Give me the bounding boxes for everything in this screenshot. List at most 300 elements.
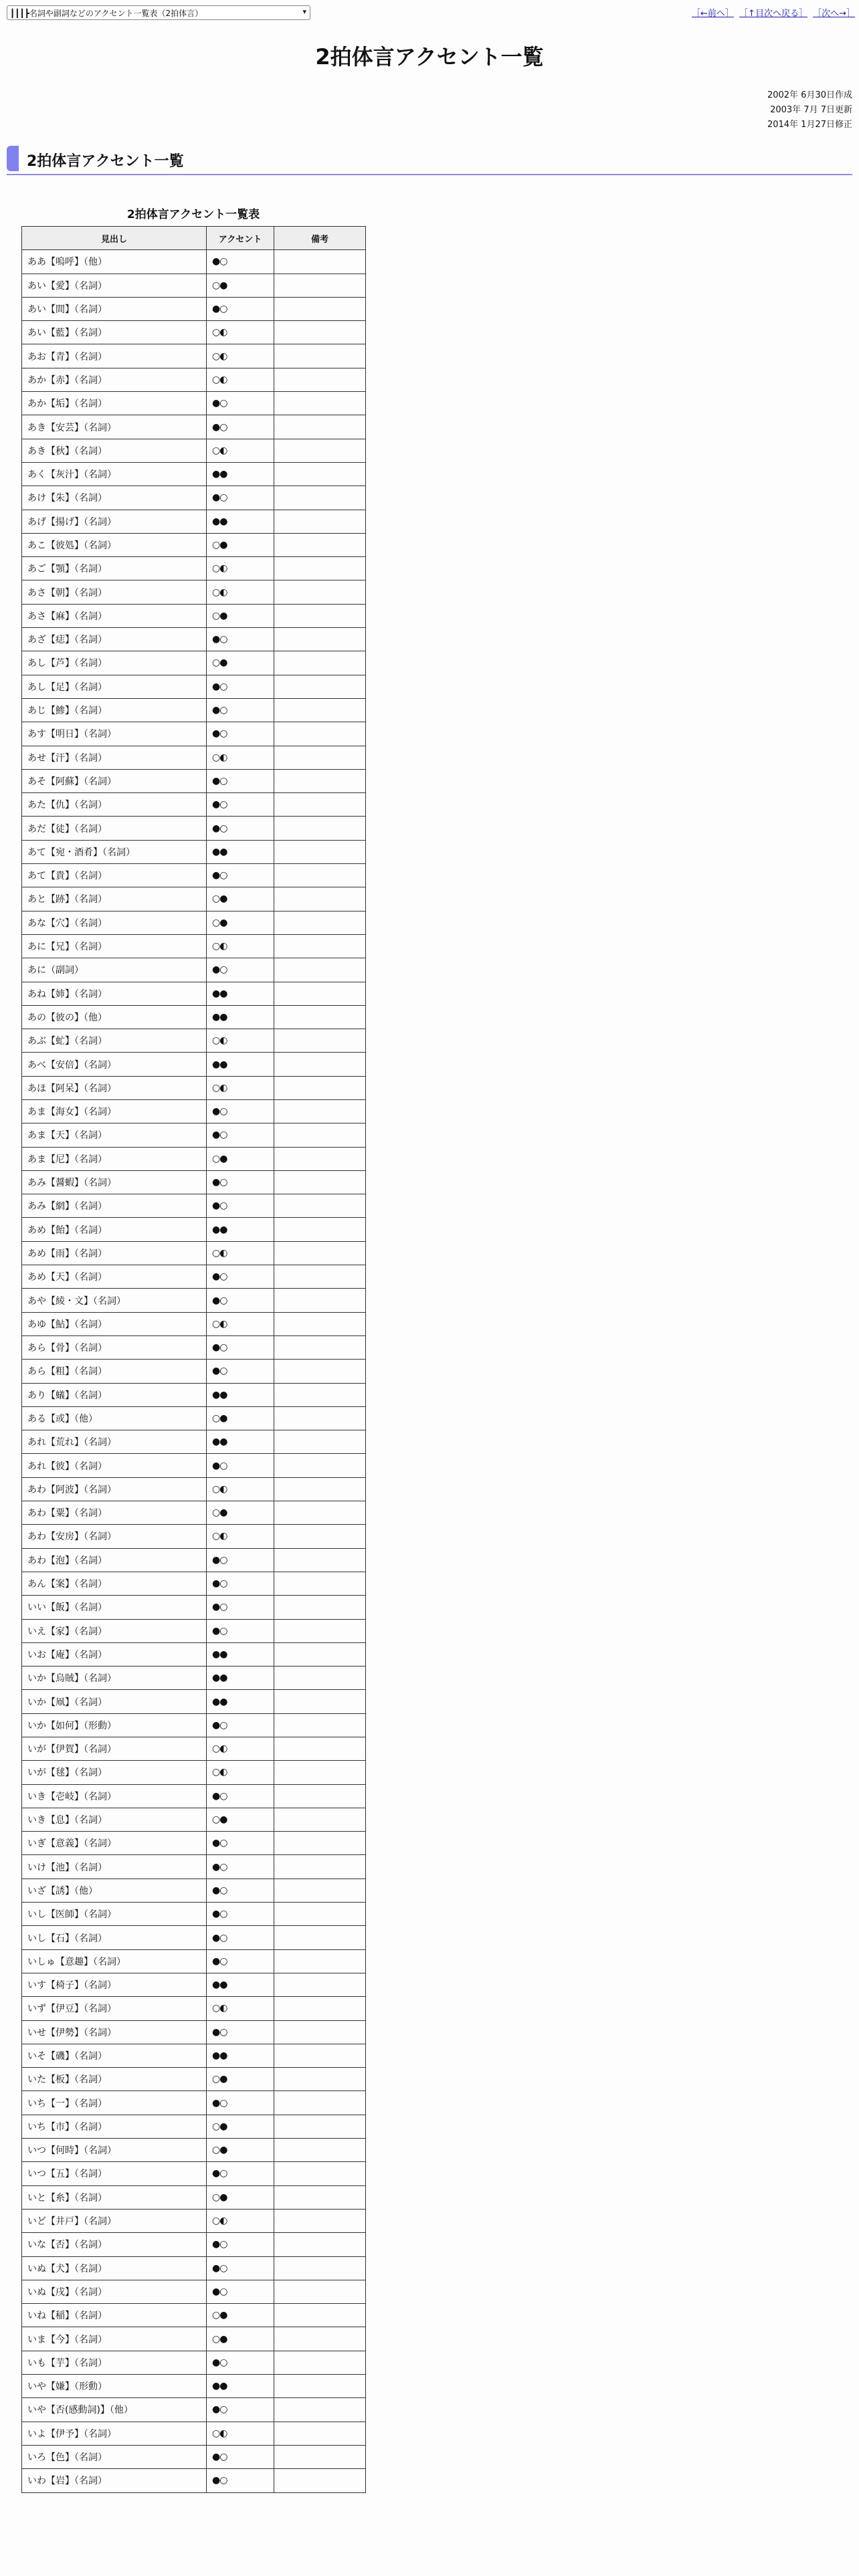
remarks-cell <box>274 1572 366 1595</box>
headword-cell: あれ【荒れ】（名詞） <box>22 1430 207 1454</box>
accent-cell: ○● <box>207 1406 274 1430</box>
table-row <box>22 1855 366 1879</box>
headword-cell: いつ【何時】（名詞） <box>22 2139 207 2162</box>
table-row <box>22 533 366 556</box>
remarks-cell <box>274 415 366 439</box>
accent-cell: ○● <box>207 911 274 934</box>
remarks-cell <box>274 1525 366 1548</box>
headword-cell: あわ【粟】（名詞） <box>22 1501 207 1525</box>
headword-cell: いせ【伊勢】（名詞） <box>22 2020 207 2044</box>
accent-cell: ●○ <box>207 1903 274 1926</box>
headword-cell: いか【如何】（形動） <box>22 1713 207 1737</box>
table-row <box>22 462 366 486</box>
accent-cell: ●○ <box>207 628 274 651</box>
accent-cell: ●● <box>207 1973 274 1996</box>
headword-cell: あと【跡】（名詞） <box>22 887 207 911</box>
headword-cell: あざ【痣】（名詞） <box>22 628 207 651</box>
accent-cell: ●● <box>207 1005 274 1029</box>
table-row <box>22 1761 366 1784</box>
headword-cell: ああ【嗚呼】（他） <box>22 250 207 274</box>
remarks-cell <box>274 1406 366 1430</box>
remarks-cell <box>274 982 366 1005</box>
headword-cell: いね【稲】（名詞） <box>22 2304 207 2327</box>
index-link[interactable]: ［↑目次へ戻る］ <box>739 9 807 19</box>
remarks-cell <box>274 1430 366 1454</box>
headword-cell: あめ【飴】（名詞） <box>22 1218 207 1241</box>
table-row <box>22 439 366 462</box>
remarks-cell <box>274 817 366 840</box>
table-row <box>22 1053 366 1076</box>
accent-cell: ○◐ <box>207 1737 274 1761</box>
remarks-cell <box>274 1005 366 1029</box>
accent-cell: ●○ <box>207 297 274 320</box>
accent-cell: ●○ <box>207 1855 274 1879</box>
headword-cell: あや【綾・文】（名詞） <box>22 1289 207 1312</box>
table-row <box>22 769 366 792</box>
table-row <box>22 2185 366 2209</box>
accent-cell: ○◐ <box>207 580 274 604</box>
remarks-cell <box>274 1147 366 1170</box>
accent-cell: ●○ <box>207 1265 274 1289</box>
table-row <box>22 1548 366 1572</box>
table-row <box>22 2091 366 2115</box>
table-row <box>22 1737 366 1761</box>
table-row <box>22 628 366 651</box>
table-row <box>22 1973 366 1996</box>
table-row <box>22 1406 366 1430</box>
table-body <box>22 250 366 2492</box>
remarks-cell <box>274 1029 366 1053</box>
remarks-cell <box>274 698 366 722</box>
accent-cell: ○◐ <box>207 344 274 368</box>
table-row <box>22 1194 366 1218</box>
table-row <box>22 1076 366 1099</box>
accent-cell: ●○ <box>207 1454 274 1477</box>
remarks-cell <box>274 1713 366 1737</box>
accent-cell: ●○ <box>207 1194 274 1218</box>
remarks-cell <box>274 1218 366 1241</box>
accent-cell: ○● <box>207 1147 274 1170</box>
remarks-cell <box>274 1053 366 1076</box>
table-row <box>22 1713 366 1737</box>
accent-cell: ○◐ <box>207 1477 274 1501</box>
headword-cell: あま【海女】（名詞） <box>22 1099 207 1123</box>
headword-cell: あけ【朱】（名詞） <box>22 486 207 510</box>
remarks-cell <box>274 1903 366 1926</box>
accent-cell: ●○ <box>207 1949 274 1973</box>
accent-cell: ●○ <box>207 958 274 982</box>
accent-cell: ●○ <box>207 2469 274 2492</box>
headword-cell: あて【貴】（名詞） <box>22 864 207 887</box>
page-select-dropdown[interactable] <box>7 5 310 20</box>
accent-cell: ●○ <box>207 2398 274 2422</box>
remarks-cell <box>274 2327 366 2351</box>
headword-cell: あぶ【虻】（名詞） <box>22 1029 207 1053</box>
table-row <box>22 1430 366 1454</box>
remarks-cell <box>274 1926 366 1949</box>
table-row <box>22 840 366 863</box>
accent-cell: ●○ <box>207 2445 274 2468</box>
remarks-cell <box>274 1360 366 1383</box>
remarks-cell <box>274 2304 366 2327</box>
headword-cell: いか【烏賊】（名詞） <box>22 1667 207 1690</box>
table-row <box>22 2020 366 2044</box>
headword-cell: あべ【安倍】（名詞） <box>22 1053 207 1076</box>
remarks-cell <box>274 604 366 627</box>
table-row <box>22 651 366 675</box>
headword-cell: あげ【揚げ】（名詞） <box>22 510 207 533</box>
headword-cell: あめ【雨】（名詞） <box>22 1241 207 1265</box>
accent-cell: ●○ <box>207 392 274 415</box>
remarks-cell <box>274 793 366 817</box>
accent-cell: ●○ <box>207 1879 274 1902</box>
remarks-cell <box>274 628 366 651</box>
accent-cell: ●● <box>207 462 274 486</box>
remarks-cell <box>274 1997 366 2020</box>
table-row <box>22 321 366 344</box>
table-row <box>22 1690 366 1713</box>
table-row <box>22 911 366 934</box>
headword-cell: いす【椅子】（名詞） <box>22 1973 207 1996</box>
accent-cell: ●○ <box>207 769 274 792</box>
headword-cell: あき【安芸】（名詞） <box>22 415 207 439</box>
headword-cell: いも【芋】（名詞） <box>22 2351 207 2374</box>
accent-cell: ○◐ <box>207 2422 274 2445</box>
table-row <box>22 887 366 911</box>
table-row <box>22 2280 366 2303</box>
accent-cell: ●○ <box>207 2162 274 2185</box>
accent-cell: ○◐ <box>207 1241 274 1265</box>
remarks-cell <box>274 274 366 297</box>
headword-cell: いざ【誘】（他） <box>22 1879 207 1902</box>
updated-date: 2003年 7月 7日更新 <box>770 105 852 115</box>
table-row <box>22 2209 366 2232</box>
headword-cell: いが【毬】（名詞） <box>22 1761 207 1784</box>
accent-cell: ●○ <box>207 250 274 274</box>
table-row <box>22 864 366 887</box>
headword-cell: あに【兄】（名詞） <box>22 934 207 958</box>
headword-cell: あま【天】（名詞） <box>22 1123 207 1147</box>
headword-cell: あれ【彼】（名詞） <box>22 1454 207 1477</box>
prev-link[interactable]: ［←前へ］ <box>692 9 734 19</box>
remarks-cell <box>274 250 366 274</box>
accent-cell: ●○ <box>207 864 274 887</box>
table-row <box>22 368 366 391</box>
table-row <box>22 934 366 958</box>
table-row <box>22 1642 366 1666</box>
table-row <box>22 1099 366 1123</box>
accent-cell: ●● <box>207 982 274 1005</box>
remarks-cell <box>274 1099 366 1123</box>
table-row <box>22 274 366 297</box>
headword-cell: あわ【泡】（名詞） <box>22 1548 207 1572</box>
accent-cell: ●○ <box>207 1572 274 1595</box>
remarks-cell <box>274 2469 366 2492</box>
accent-cell: ○● <box>207 2304 274 2327</box>
accent-cell: ●○ <box>207 1713 274 1737</box>
remarks-cell <box>274 2091 366 2115</box>
table-row <box>22 1005 366 1029</box>
table-header-row <box>22 227 366 250</box>
headword-cell: あわ【安房】（名詞） <box>22 1525 207 1548</box>
remarks-cell <box>274 510 366 533</box>
table-row <box>22 580 366 604</box>
remarks-cell <box>274 1289 366 1312</box>
remarks-cell <box>274 1596 366 1619</box>
headword-cell: あだ【徒】（名詞） <box>22 817 207 840</box>
remarks-cell <box>274 2115 366 2138</box>
remarks-cell <box>274 2162 366 2185</box>
header-remarks: 備考 <box>274 227 366 250</box>
headword-cell: いお【庵】（名詞） <box>22 1642 207 1666</box>
accent-cell: ○◐ <box>207 1525 274 1548</box>
accent-cell: ●○ <box>207 1619 274 1642</box>
headword-cell: あい【愛】（名詞） <box>22 274 207 297</box>
headword-cell: あし【足】（名詞） <box>22 675 207 698</box>
remarks-cell <box>274 958 366 982</box>
headword-cell: いそ【磯】（名詞） <box>22 2044 207 2067</box>
headword-cell: いき【壱岐】（名詞） <box>22 1784 207 1808</box>
headword-cell: あり【蟻】（名詞） <box>22 1383 207 1406</box>
header-accent: アクセント <box>207 227 274 250</box>
accent-cell: ●● <box>207 2044 274 2067</box>
headword-cell: あせ【汗】（名詞） <box>22 746 207 769</box>
remarks-cell <box>274 1784 366 1808</box>
accent-cell: ○● <box>207 2185 274 2209</box>
remarks-cell <box>274 722 366 746</box>
remarks-cell <box>274 557 366 580</box>
headword-cell: あめ【天】（名詞） <box>22 1265 207 1289</box>
table-row <box>22 1265 366 1289</box>
revised-date: 2014年 1月27日修正 <box>767 120 852 130</box>
remarks-cell <box>274 2398 366 2422</box>
nav-links <box>689 6 855 19</box>
remarks-cell <box>274 1335 366 1359</box>
headword-cell: あて【宛・酒肴】（名詞） <box>22 840 207 863</box>
section-marker <box>7 146 19 171</box>
table-row <box>22 1832 366 1855</box>
accent-cell: ○● <box>207 2068 274 2091</box>
remarks-cell <box>274 746 366 769</box>
table-row <box>22 1501 366 1525</box>
remarks-cell <box>274 2375 366 2398</box>
table-row <box>22 510 366 533</box>
remarks-cell <box>274 392 366 415</box>
accent-cell: ○◐ <box>207 368 274 391</box>
accent-cell: ○● <box>207 1808 274 1831</box>
next-link[interactable]: ［次へ→］ <box>813 9 855 19</box>
remarks-cell <box>274 439 366 462</box>
table-row <box>22 1289 366 1312</box>
headword-cell: いつ【五】（名詞） <box>22 2162 207 2185</box>
accent-cell: ○◐ <box>207 557 274 580</box>
table-row <box>22 2068 366 2091</box>
accent-cell: ●● <box>207 2375 274 2398</box>
accent-cell: ●● <box>207 1383 274 1406</box>
headword-cell: いぬ【犬】（名詞） <box>22 2256 207 2280</box>
remarks-cell <box>274 1737 366 1761</box>
remarks-cell <box>274 462 366 486</box>
headword-cell: あな【穴】（名詞） <box>22 911 207 934</box>
headword-cell: いち【市】（名詞） <box>22 2115 207 2138</box>
table-row <box>22 2422 366 2445</box>
table-row <box>22 1312 366 1335</box>
remarks-cell <box>274 1194 366 1218</box>
remarks-cell <box>274 2209 366 2232</box>
accent-cell: ●○ <box>207 1123 274 1147</box>
remarks-cell <box>274 887 366 911</box>
headword-cell: あに（副詞） <box>22 958 207 982</box>
headword-cell: あこ【彼処】（名詞） <box>22 533 207 556</box>
accent-cell: ●○ <box>207 2280 274 2303</box>
accent-cell: ●○ <box>207 2020 274 2044</box>
headword-cell: あわ【阿波】（名詞） <box>22 1477 207 1501</box>
accent-cell: ●● <box>207 840 274 863</box>
headword-cell: いぬ【戌】（名詞） <box>22 2280 207 2303</box>
remarks-cell <box>274 1477 366 1501</box>
headword-cell: いず【伊豆】（名詞） <box>22 1997 207 2020</box>
remarks-cell <box>274 1076 366 1099</box>
table-row <box>22 2469 366 2492</box>
table-row <box>22 2233 366 2256</box>
headword-cell: あま【尼】（名詞） <box>22 1147 207 1170</box>
accent-cell: ○◐ <box>207 1997 274 2020</box>
remarks-cell <box>274 1454 366 1477</box>
remarks-cell <box>274 368 366 391</box>
accent-cell: ○◐ <box>207 1029 274 1053</box>
remarks-cell <box>274 675 366 698</box>
table-row <box>22 1619 366 1642</box>
table-row <box>22 675 366 698</box>
remarks-cell <box>274 840 366 863</box>
remarks-cell <box>274 2139 366 2162</box>
remarks-cell <box>274 934 366 958</box>
table-row <box>22 2445 366 2468</box>
accent-cell: ○◐ <box>207 1761 274 1784</box>
headword-cell: あた【仇】（名詞） <box>22 793 207 817</box>
accent-cell: ○◐ <box>207 1076 274 1099</box>
headword-cell: あの【彼の】（他） <box>22 1005 207 1029</box>
header-headword: 見出し <box>22 227 207 250</box>
table-row <box>22 1926 366 1949</box>
remarks-cell <box>274 1642 366 1666</box>
accent-cell: ●○ <box>207 675 274 698</box>
accent-cell: ○● <box>207 2139 274 2162</box>
accent-cell: ●○ <box>207 698 274 722</box>
headword-cell: あご【顎】（名詞） <box>22 557 207 580</box>
remarks-cell <box>274 1973 366 1996</box>
headword-cell: あん【案】（名詞） <box>22 1572 207 1595</box>
accent-cell: ●● <box>207 1218 274 1241</box>
table-row <box>22 793 366 817</box>
remarks-cell <box>274 2422 366 2445</box>
section-title: 2拍体言アクセント一覧 <box>27 153 184 170</box>
remarks-cell <box>274 1265 366 1289</box>
accent-cell: ●○ <box>207 2256 274 2280</box>
page-select-value: ┃┃┃┣名詞や副詞などのアクセント一覧表（2拍体言） <box>10 9 203 18</box>
headword-cell: あい【間】（名詞） <box>22 297 207 320</box>
headword-cell: いや【嫌】（形動） <box>22 2375 207 2398</box>
table-row <box>22 415 366 439</box>
headword-cell: あき【秋】（名詞） <box>22 439 207 462</box>
accent-cell: ○◐ <box>207 321 274 344</box>
accent-cell: ●○ <box>207 1360 274 1383</box>
accent-cell: ○● <box>207 2115 274 2138</box>
accent-cell: ●○ <box>207 1784 274 1808</box>
remarks-cell <box>274 1548 366 1572</box>
table-row <box>22 698 366 722</box>
table-row <box>22 486 366 510</box>
headword-cell: あら【粗】（名詞） <box>22 1360 207 1383</box>
table-row <box>22 722 366 746</box>
table-row <box>22 392 366 415</box>
accent-cell: ○● <box>207 533 274 556</box>
table-row <box>22 557 366 580</box>
accent-cell: ○◐ <box>207 1312 274 1335</box>
remarks-cell <box>274 321 366 344</box>
table-row <box>22 1949 366 1973</box>
headword-cell: ある【或】（他） <box>22 1406 207 1430</box>
page-title: 2拍体言アクセント一覧 <box>315 44 544 70</box>
remarks-cell <box>274 2068 366 2091</box>
headword-cell: あか【垢】（名詞） <box>22 392 207 415</box>
table-row <box>22 817 366 840</box>
table-row <box>22 1029 366 1053</box>
table-row <box>22 746 366 769</box>
table-row <box>22 1454 366 1477</box>
remarks-cell <box>274 580 366 604</box>
table-row <box>22 1218 366 1241</box>
remarks-cell <box>274 1761 366 1784</box>
table-row <box>22 2044 366 2067</box>
headword-cell: あお【青】（名詞） <box>22 344 207 368</box>
headword-cell: いえ【家】（名詞） <box>22 1619 207 1642</box>
remarks-cell <box>274 1879 366 1902</box>
table-row <box>22 297 366 320</box>
headword-cell: あほ【阿呆】（名詞） <box>22 1076 207 1099</box>
accent-cell: ●○ <box>207 2351 274 2374</box>
remarks-cell <box>274 1501 366 1525</box>
remarks-cell <box>274 297 366 320</box>
headword-cell: いま【今】（名詞） <box>22 2327 207 2351</box>
accent-cell: ●○ <box>207 1832 274 1855</box>
accent-cell: ●○ <box>207 2233 274 2256</box>
headword-cell: あさ【麻】（名詞） <box>22 604 207 627</box>
headword-cell: いし【石】（名詞） <box>22 1926 207 1949</box>
headword-cell: あら【骨】（名詞） <box>22 1335 207 1359</box>
table-row <box>22 2304 366 2327</box>
accent-cell: ●● <box>207 1690 274 1713</box>
accent-cell: ●● <box>207 1430 274 1454</box>
remarks-cell <box>274 1619 366 1642</box>
accent-cell: ●● <box>207 510 274 533</box>
remarks-cell <box>274 2351 366 2374</box>
headword-cell: いろ【色】（名詞） <box>22 2445 207 2468</box>
table-row <box>22 958 366 982</box>
headword-cell: あゆ【鮎】（名詞） <box>22 1312 207 1335</box>
table-row <box>22 1335 366 1359</box>
headword-cell: いた【板】（名詞） <box>22 2068 207 2091</box>
top-navigation <box>0 0 859 24</box>
section-header <box>7 146 852 175</box>
accent-cell: ●○ <box>207 1596 274 1619</box>
accent-cell: ○● <box>207 1501 274 1525</box>
table-row <box>22 1903 366 1926</box>
table-row <box>22 2327 366 2351</box>
headword-cell: いや【否(感動詞)】（他） <box>22 2398 207 2422</box>
accent-cell: ○● <box>207 2327 274 2351</box>
table-row <box>22 1784 366 1808</box>
